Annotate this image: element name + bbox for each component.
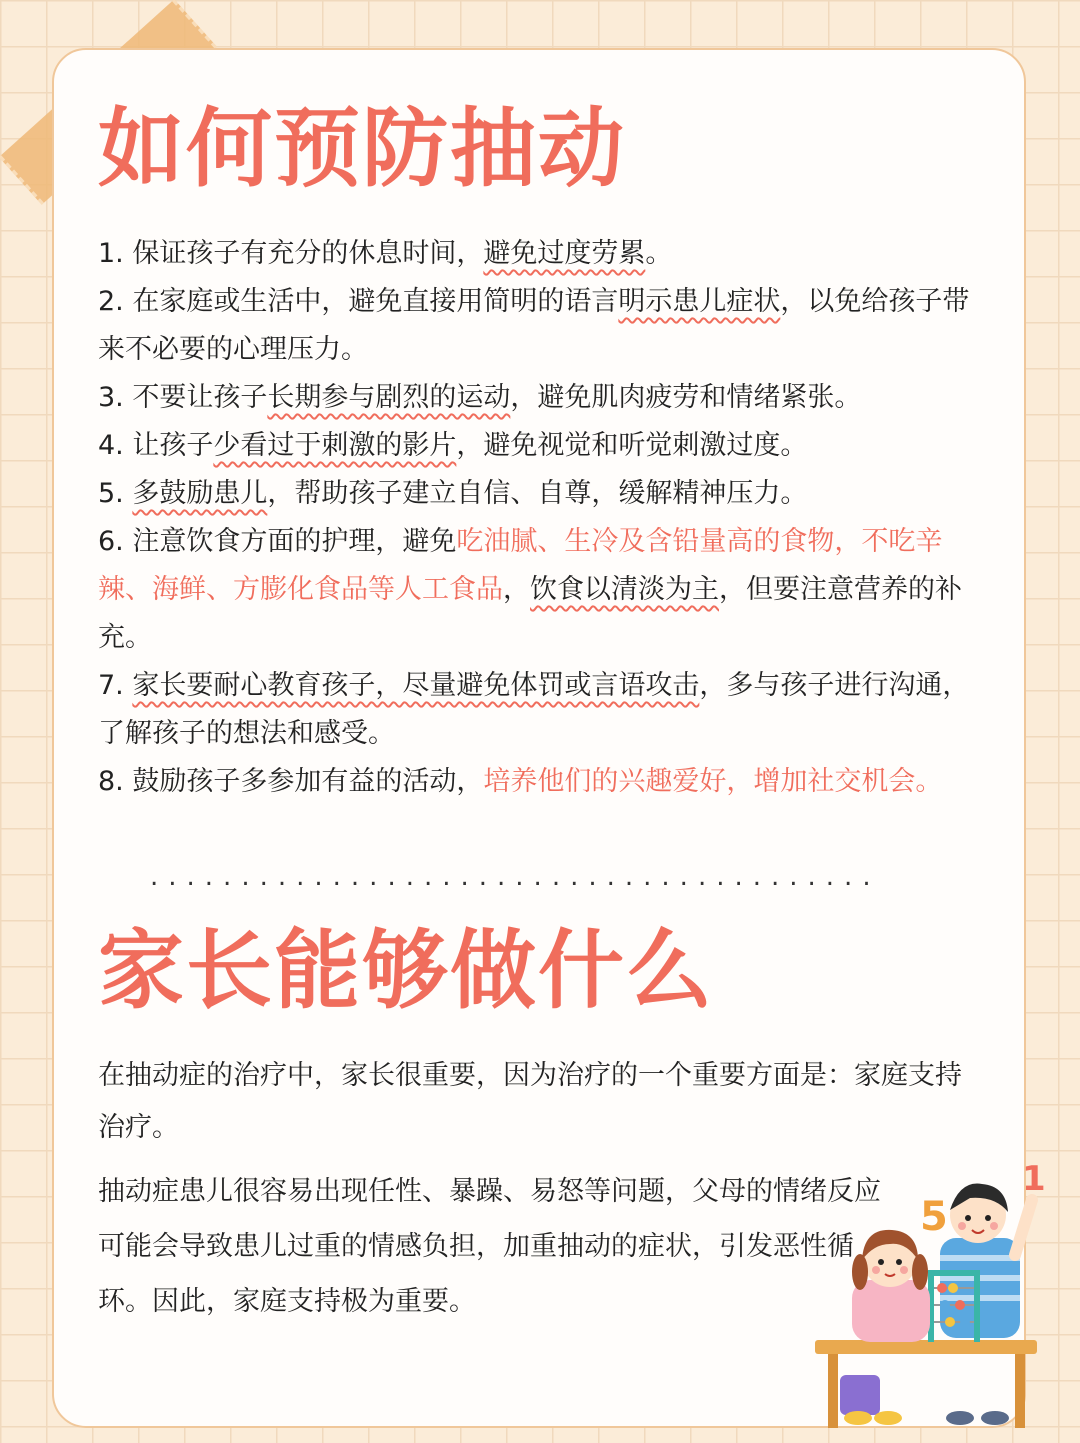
table-top xyxy=(815,1340,1037,1354)
paragraph-family-support: 在抽动症的治疗中，家长很重要，因为治疗的一个重要方面是：家庭支持治疗。 xyxy=(98,1060,962,1143)
item-emphasis: 明示患儿症状 xyxy=(618,286,781,317)
item-text: ，避免视觉和听觉刺激过度。 xyxy=(456,430,808,461)
number-one: 1 xyxy=(1022,1159,1046,1199)
list-item xyxy=(98,470,988,518)
abacus-frame xyxy=(928,1270,980,1276)
item-text: 3. 不要让孩子 xyxy=(98,382,268,413)
item-highlight: 吃油腻、生冷及含铅量高的食物，不吃辛辣、海鲜、方膨化食品等人工食品 xyxy=(98,526,943,605)
section-title-prevention: 如何预防抽动 xyxy=(98,99,626,199)
item-text: 5. xyxy=(98,478,133,509)
item-text: 。 xyxy=(645,238,673,269)
table-leg xyxy=(828,1354,838,1428)
item-text: ，但要注意营养的补充。 xyxy=(98,574,962,653)
item-text: ，多与孩子进行沟通，了解孩子的想法和感受。 xyxy=(98,670,970,749)
list-item xyxy=(98,518,988,662)
list-item xyxy=(98,230,988,278)
item-emphasis: 避免过度劳累 xyxy=(483,238,646,269)
item-text: 8. 鼓励孩子多参加有益的活动， xyxy=(98,766,484,797)
item-emphasis: 少看过于刺激的影片 xyxy=(213,430,457,461)
item-text: 7. xyxy=(98,670,133,701)
list-item xyxy=(98,758,988,806)
item-emphasis: 长期参与剧烈的运动 xyxy=(267,382,511,413)
list-item xyxy=(98,662,988,758)
item-highlight: 培养他们的兴趣爱好，增加社交机会。 xyxy=(483,766,943,797)
list-item xyxy=(98,278,988,374)
table-leg xyxy=(1015,1354,1025,1428)
item-text: ，以免给孩子带来不必要的心理压力。 xyxy=(98,286,970,365)
children-abacus-illustration xyxy=(810,1159,1046,1428)
item-text: 1. 保证孩子有充分的休息时间， xyxy=(98,238,484,269)
item-emphasis: 饮食以清淡为主 xyxy=(530,574,719,605)
boy-raised-arm xyxy=(1015,1200,1032,1255)
item-text: 4. 让孩子 xyxy=(98,430,214,461)
chair xyxy=(840,1375,880,1415)
paragraph-emotions: 抽动症患儿很容易出现任性、暴躁、易怒等问题，父母的情绪反应可能会导致患儿过重的情感负担，加重抽动的症状，引发恶性循环。因此，家庭支持极为重要。 xyxy=(98,1176,881,1317)
item-text: ，帮助孩子建立自信、自尊，缓解精神压力。 xyxy=(267,478,808,509)
list-item xyxy=(98,422,988,470)
number-five: 5 xyxy=(920,1194,948,1240)
item-text: 6. 注意饮食方面的护理，避免 xyxy=(98,526,457,557)
section-title-parents: 家长能够做什么 xyxy=(98,921,714,1021)
item-emphasis: 多鼓励患儿 xyxy=(132,478,268,509)
item-text: ， xyxy=(503,574,530,605)
item-text: 2. 在家庭或生活中，避免直接用简明的语言 xyxy=(98,286,619,317)
list-item xyxy=(98,374,988,422)
item-emphasis: 家长要耐心教育孩子，尽量避免体罚或言语攻击 xyxy=(132,670,700,701)
dotted-divider: ........................................ xyxy=(150,862,881,892)
prevention-list xyxy=(98,230,988,806)
item-text: ，避免肌肉疲劳和情绪紧张。 xyxy=(510,382,862,413)
